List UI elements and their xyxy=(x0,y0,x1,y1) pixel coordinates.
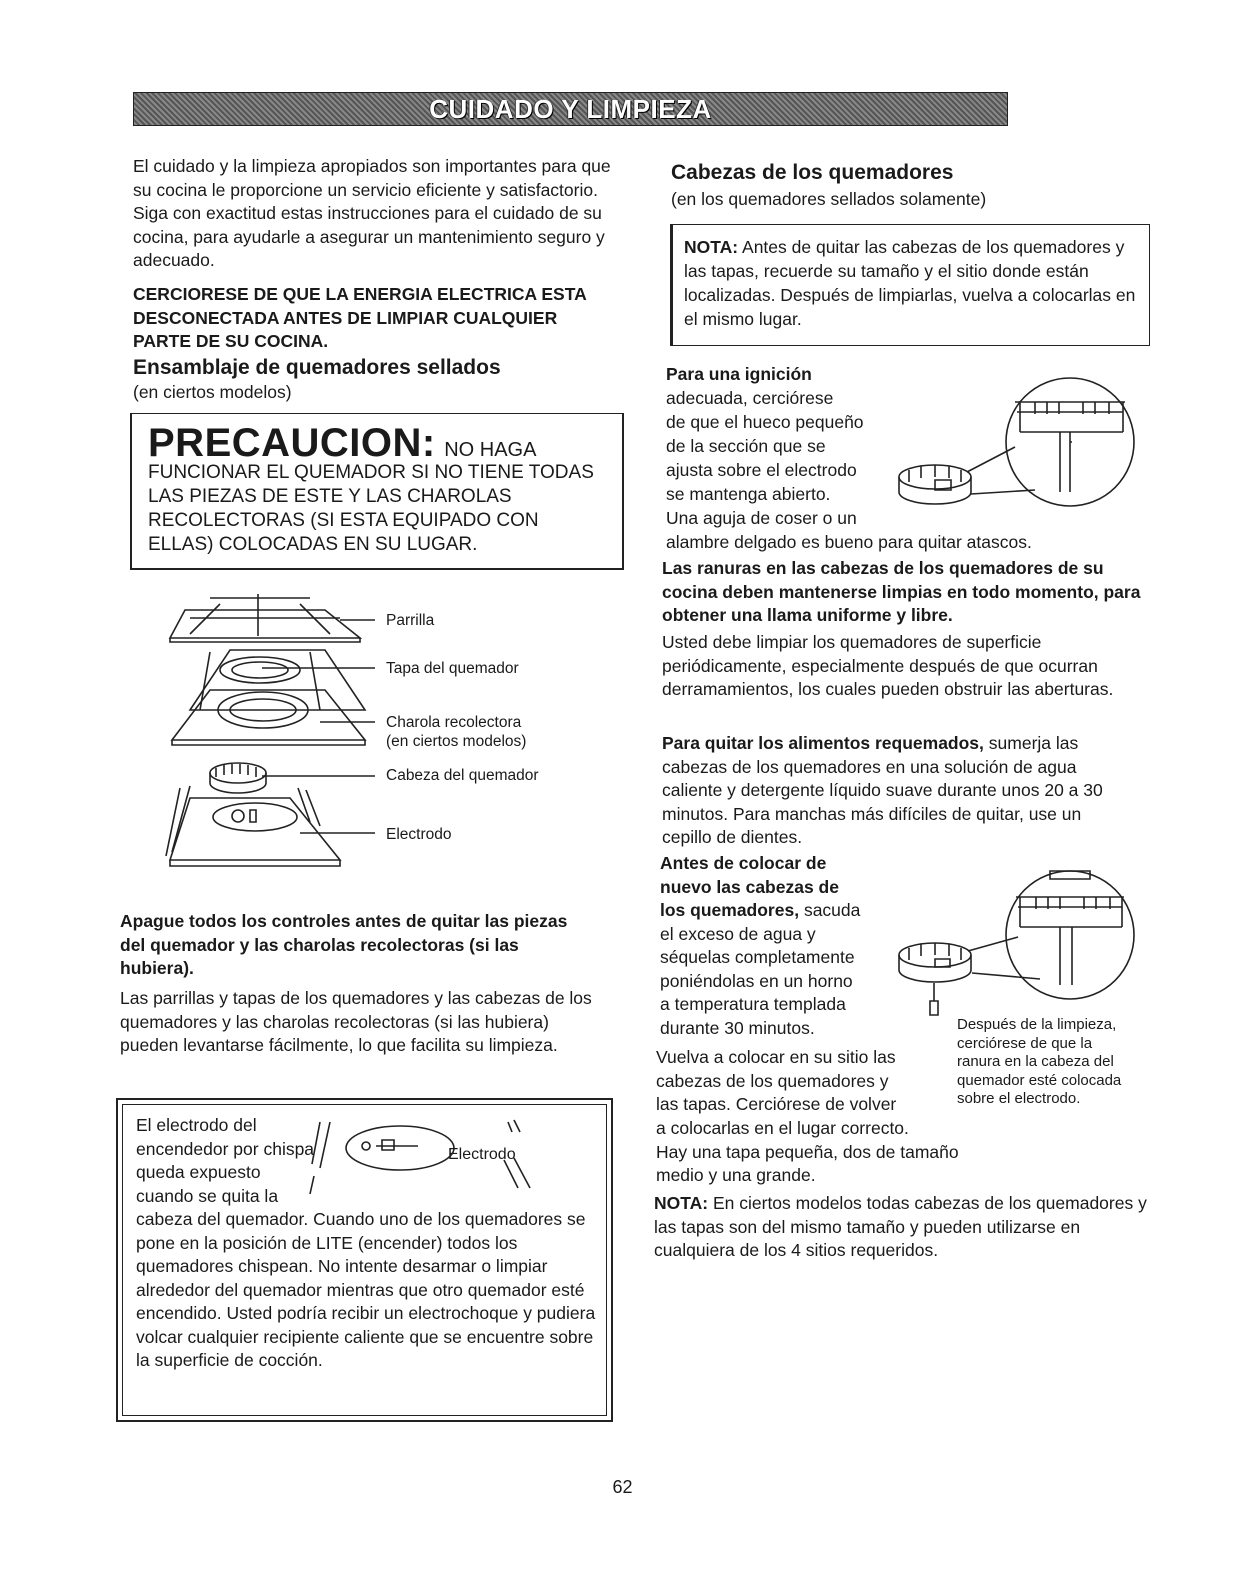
note-text xyxy=(684,235,1142,331)
before-line-7: a temperatura templada xyxy=(660,994,846,1014)
periodic-cleaning: Usted debe limpiar los quemadores de superficie periódicamente, especialmente después de que ocurran derramamientos, los cuales pueden obstruir las aberturas. xyxy=(662,632,1114,699)
before-line-1: Antes de colocar de xyxy=(660,853,827,873)
burned-food-paragraph xyxy=(662,732,1132,850)
ignition-block xyxy=(666,362,1032,554)
caution-word: PRECAUCION: xyxy=(148,421,436,465)
replace-tail-block xyxy=(656,1117,1076,1188)
lift-paragraph: Las parrillas y tapas de los quemadores y las cabezas de los quemadores y las charolas recolectoras (si las hubiera) pueden levantarse fácilmente, lo que facilita su limpieza. xyxy=(120,988,592,1055)
note2-label: NOTA: xyxy=(654,1193,709,1213)
replace-tail-1: a colocarlas en el lugar correcto. xyxy=(656,1118,909,1138)
electrode-line-3: queda expuesto xyxy=(136,1162,261,1182)
slots-warning: Las ranuras en las cabezas de los quemadores de su cocina deben mantenerse limpias en todo momento, para obtener una llama uniforme y libre. xyxy=(662,558,1141,625)
ignition-tail: alambre delgado es bueno para quitar atascos. xyxy=(666,532,1032,552)
before-line-6: poniéndolas en un horno xyxy=(660,970,853,991)
before-line-3: los quemadores, xyxy=(660,900,800,920)
electrode-box-text: cabeza del quemador. Cuando uno de los quemadores se pone en la posición de LITE (encender) todos los quemadores chispean. No intente desarmar o limpiar alrededor del quemador mientras que otro quemador esté encendido. Usted podría recibir un electrochoque y pudiera volcar cualquier recipiente caliente que se encuentre sobre la superficie de cocción. xyxy=(136,1209,596,1370)
caution-text: FUNCIONAR EL QUEMADOR SI NO TIENE TODAS LAS PIEZAS DE ESTE Y LAS CHAROLAS RECOLECTORAS (SI ESTA EQUIPADO CON ELLAS) COLOCADAS EN SU LUGAR. xyxy=(148,462,594,555)
electrode-box xyxy=(116,1098,613,1422)
replace-tail-2: Hay una tapa pequeña, dos de tamaño xyxy=(656,1141,959,1162)
caution-heading xyxy=(148,420,616,466)
note-box xyxy=(670,224,1150,346)
burner-heads-title: Cabezas de los quemadores xyxy=(671,161,954,184)
burned-food-body: sumerja las cabezas de los quemadores en una solución de agua caliente y detergente líquido suave durante unos 20 a 30 minutos. Para manchas más difíciles de quitar, use un cepillo de dientes. xyxy=(662,733,1103,847)
label-drip-pan-note: (en ciertos modelos) xyxy=(386,733,527,750)
before-shake: sacuda xyxy=(803,900,861,920)
section-banner xyxy=(133,92,1008,126)
power-warning: CERCIORESE DE QUE LA ENERGIA ELECTRICA ESTA DESCONECTADA ANTES DE LIMPIAR CUALQUIER PARTE DE SU COCINA. xyxy=(133,284,587,351)
caption-line-4: quemador esté colocada xyxy=(957,1071,1122,1089)
replace-line-3: las tapas. Cerciórese de volver xyxy=(656,1094,897,1114)
caution-lead: NO HAGA xyxy=(444,439,537,461)
assembly-subtitle: (en ciertos modelos) xyxy=(133,382,292,402)
caption-line-2: cerciórese de que la xyxy=(957,1034,1093,1052)
label-drip-pan: Charola recolectora xyxy=(386,714,522,731)
replace-tail-3: medio y una grande. xyxy=(656,1165,816,1185)
label-cap: Tapa del quemador xyxy=(386,660,519,677)
electrode-line-4: cuando se quita la xyxy=(136,1185,279,1206)
ignition-line-1: Para una ignición xyxy=(666,364,812,384)
burner-head-icon xyxy=(210,763,266,793)
electrode-line-2: encendedor por chispa xyxy=(136,1138,315,1159)
before-line-5: séquelas completamente xyxy=(660,947,855,967)
section-title: CUIDADO Y LIMPIEZA xyxy=(429,94,712,124)
assembly-title: Ensamblaje de quemadores sellados xyxy=(133,356,501,379)
drip-pan-icon xyxy=(172,690,365,745)
burner-heads-subtitle: (en los quemadores sellados solamente) xyxy=(671,189,987,209)
ignition-line-5: ajusta sobre el electrodo xyxy=(666,460,857,480)
electrode-base-icon xyxy=(166,786,340,866)
electrode-icon xyxy=(308,1114,558,1194)
label-electrode: Electrodo xyxy=(386,826,452,843)
electrode-callout: Electrodo xyxy=(448,1146,516,1163)
page-number: 62 xyxy=(612,1477,633,1497)
turn-off-warning: Apague todos los controles antes de quitar las piezas del quemador y las charolas recolectoras (si las hubiera). xyxy=(120,911,568,978)
before-line-2: nuevo las cabezas de xyxy=(660,876,839,897)
ignition-line-2: adecuada, cerciórese xyxy=(666,388,834,408)
burner-assembly-diagram xyxy=(150,590,390,890)
ignition-line-3: de que el hueco pequeño xyxy=(666,412,864,432)
reinstall-head-icon xyxy=(890,855,1155,1025)
note-label: NOTA: xyxy=(684,237,739,257)
before-line-8: durante 30 minutos. xyxy=(660,1017,815,1038)
ignition-line-4: de la sección que se xyxy=(666,436,826,456)
caption-line-1: Después de la limpieza, xyxy=(957,1016,1117,1033)
before-replacing-block xyxy=(660,852,900,1040)
replace-line-1: Vuelva a colocar en su sitio las xyxy=(656,1047,896,1067)
ignition-line-7: Una aguja de coser o un xyxy=(666,508,857,528)
caption-line-5: sobre el electrodo. xyxy=(957,1090,1081,1107)
caution-box xyxy=(130,413,624,570)
note-body: Antes de quitar las cabezas de los quemadores y las tapas, recuerde su tamaño y el sitio donde están localizadas. Después de limpiarlas, vuelva a colocarlas en el mismo lugar. xyxy=(684,237,1136,329)
replace-block xyxy=(656,1046,956,1117)
label-head: Cabeza del quemador xyxy=(386,767,539,784)
note2-paragraph xyxy=(654,1192,1149,1263)
burned-food-lead: Para quitar los alimentos requemados, xyxy=(662,733,984,753)
electrode-line-1: El electrodo del xyxy=(136,1115,257,1135)
burner-head-closeup-icon xyxy=(895,362,1155,532)
grate-icon xyxy=(170,594,360,642)
ignition-line-6: se mantenga abierto. xyxy=(666,484,831,504)
intro-paragraph: El cuidado y la limpieza apropiados son importantes para que su cocina le proporcione un servicio eficiente y satisfactorio. Siga con exactitud estas instrucciones para el cuidado de su cocina, para ayudarle a asegurar un mantenimiento seguro y adecuado. xyxy=(133,156,611,270)
replace-line-2: cabezas de los quemadores y xyxy=(656,1070,889,1091)
after-cleaning-caption xyxy=(957,1016,1157,1109)
caption-line-3: ranura en la cabeza del xyxy=(957,1053,1114,1070)
label-grate: Parrilla xyxy=(386,612,435,629)
before-line-4: el exceso de agua y xyxy=(660,923,816,944)
cap-icon xyxy=(190,650,365,710)
note2-body: En ciertos modelos todas cabezas de los quemadores y las tapas son del mismo tamaño y pueden utilizarse en cualquiera de los 4 sitios requeridos. xyxy=(654,1193,1147,1260)
